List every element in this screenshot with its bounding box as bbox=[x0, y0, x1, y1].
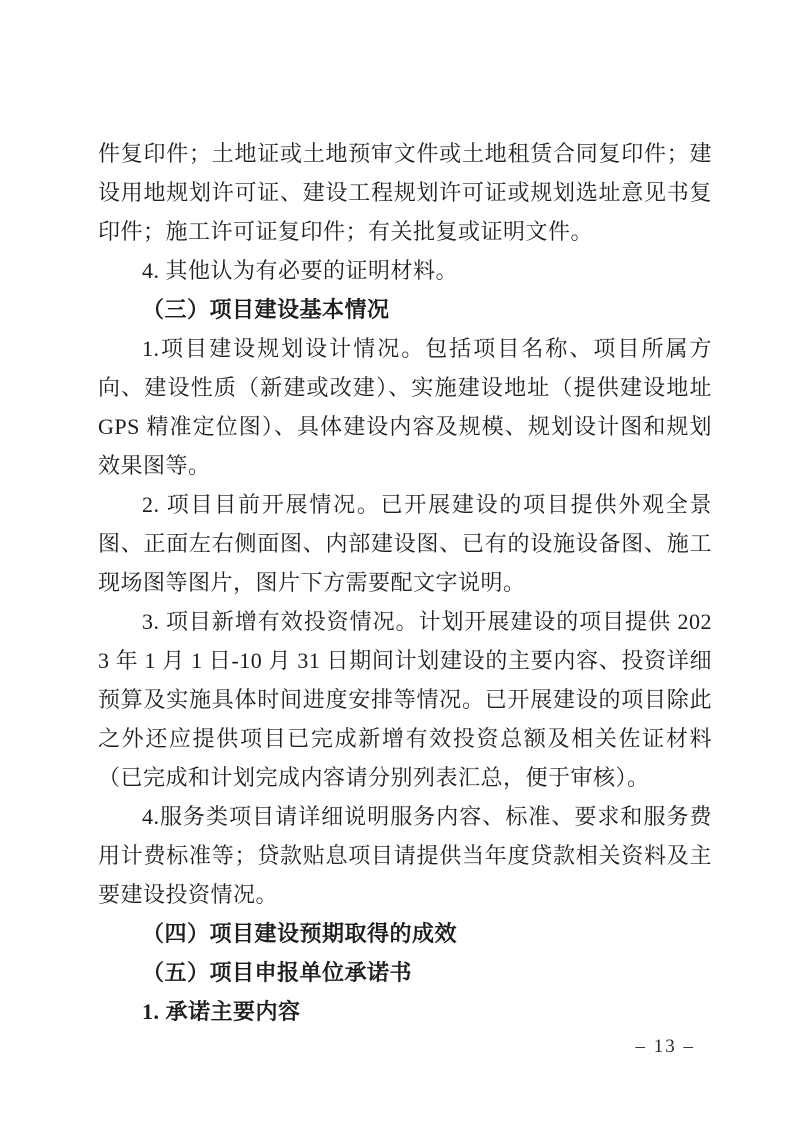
heading-paragraph: （五）项目申报单位承诺书 bbox=[142, 960, 413, 985]
paragraph: 2. 项目目前开展情况。已开展建设的项目提供外观全景图、正面左右侧面图、内部建设图、已有的设施设备图、施工现场图等图片，图片下方需要配文字说明。 bbox=[98, 492, 712, 595]
heading-paragraph: 1. 承诺主要内容 bbox=[142, 999, 301, 1024]
paragraph: 4.服务类项目请详细说明服务内容、标准、要求和服务费用计费标准等；贷款贴息项目请提供当年度贷款相关资料及主要建设投资情况。 bbox=[98, 804, 712, 907]
paragraph: 件复印件；土地证或土地预审文件或土地租赁合同复印件；建设用地规划许可证、建设工程规划许可证或规划选址意见书复印件；施工许可证复印件；有关批复或证明文件。 bbox=[98, 141, 712, 244]
paragraph: 1.项目建设规划设计情况。包括项目名称、项目所属方向、建设性质（新建或改建）、实施建设地址（提供建设地址 GPS 精准定位图）、具体建设内容及规模、规划设计图和规划效果图等。 bbox=[98, 336, 712, 478]
document-body bbox=[98, 134, 712, 1031]
heading-paragraph: （三）项目建设基本情况 bbox=[142, 297, 390, 322]
paragraph: 3. 项目新增有效投资情况。计划开展建设的项目提供 2023 年 1 月 1 日-10 月 31 日期间计划建设的主要内容、投资详细预算及实施具体时间进度安排等情况。已开展建设的项目除此之外还应提供项目已完成新增有效投资总额及相关佐证材料（已完成和计划完成内容请分别列表汇总，便于审核）。 bbox=[98, 609, 712, 790]
page-number: – 13 – bbox=[635, 1036, 695, 1057]
paragraph: 4. 其他认为有必要的证明材料。 bbox=[142, 258, 459, 283]
heading-paragraph: （四）项目建设预期取得的成效 bbox=[142, 921, 458, 946]
